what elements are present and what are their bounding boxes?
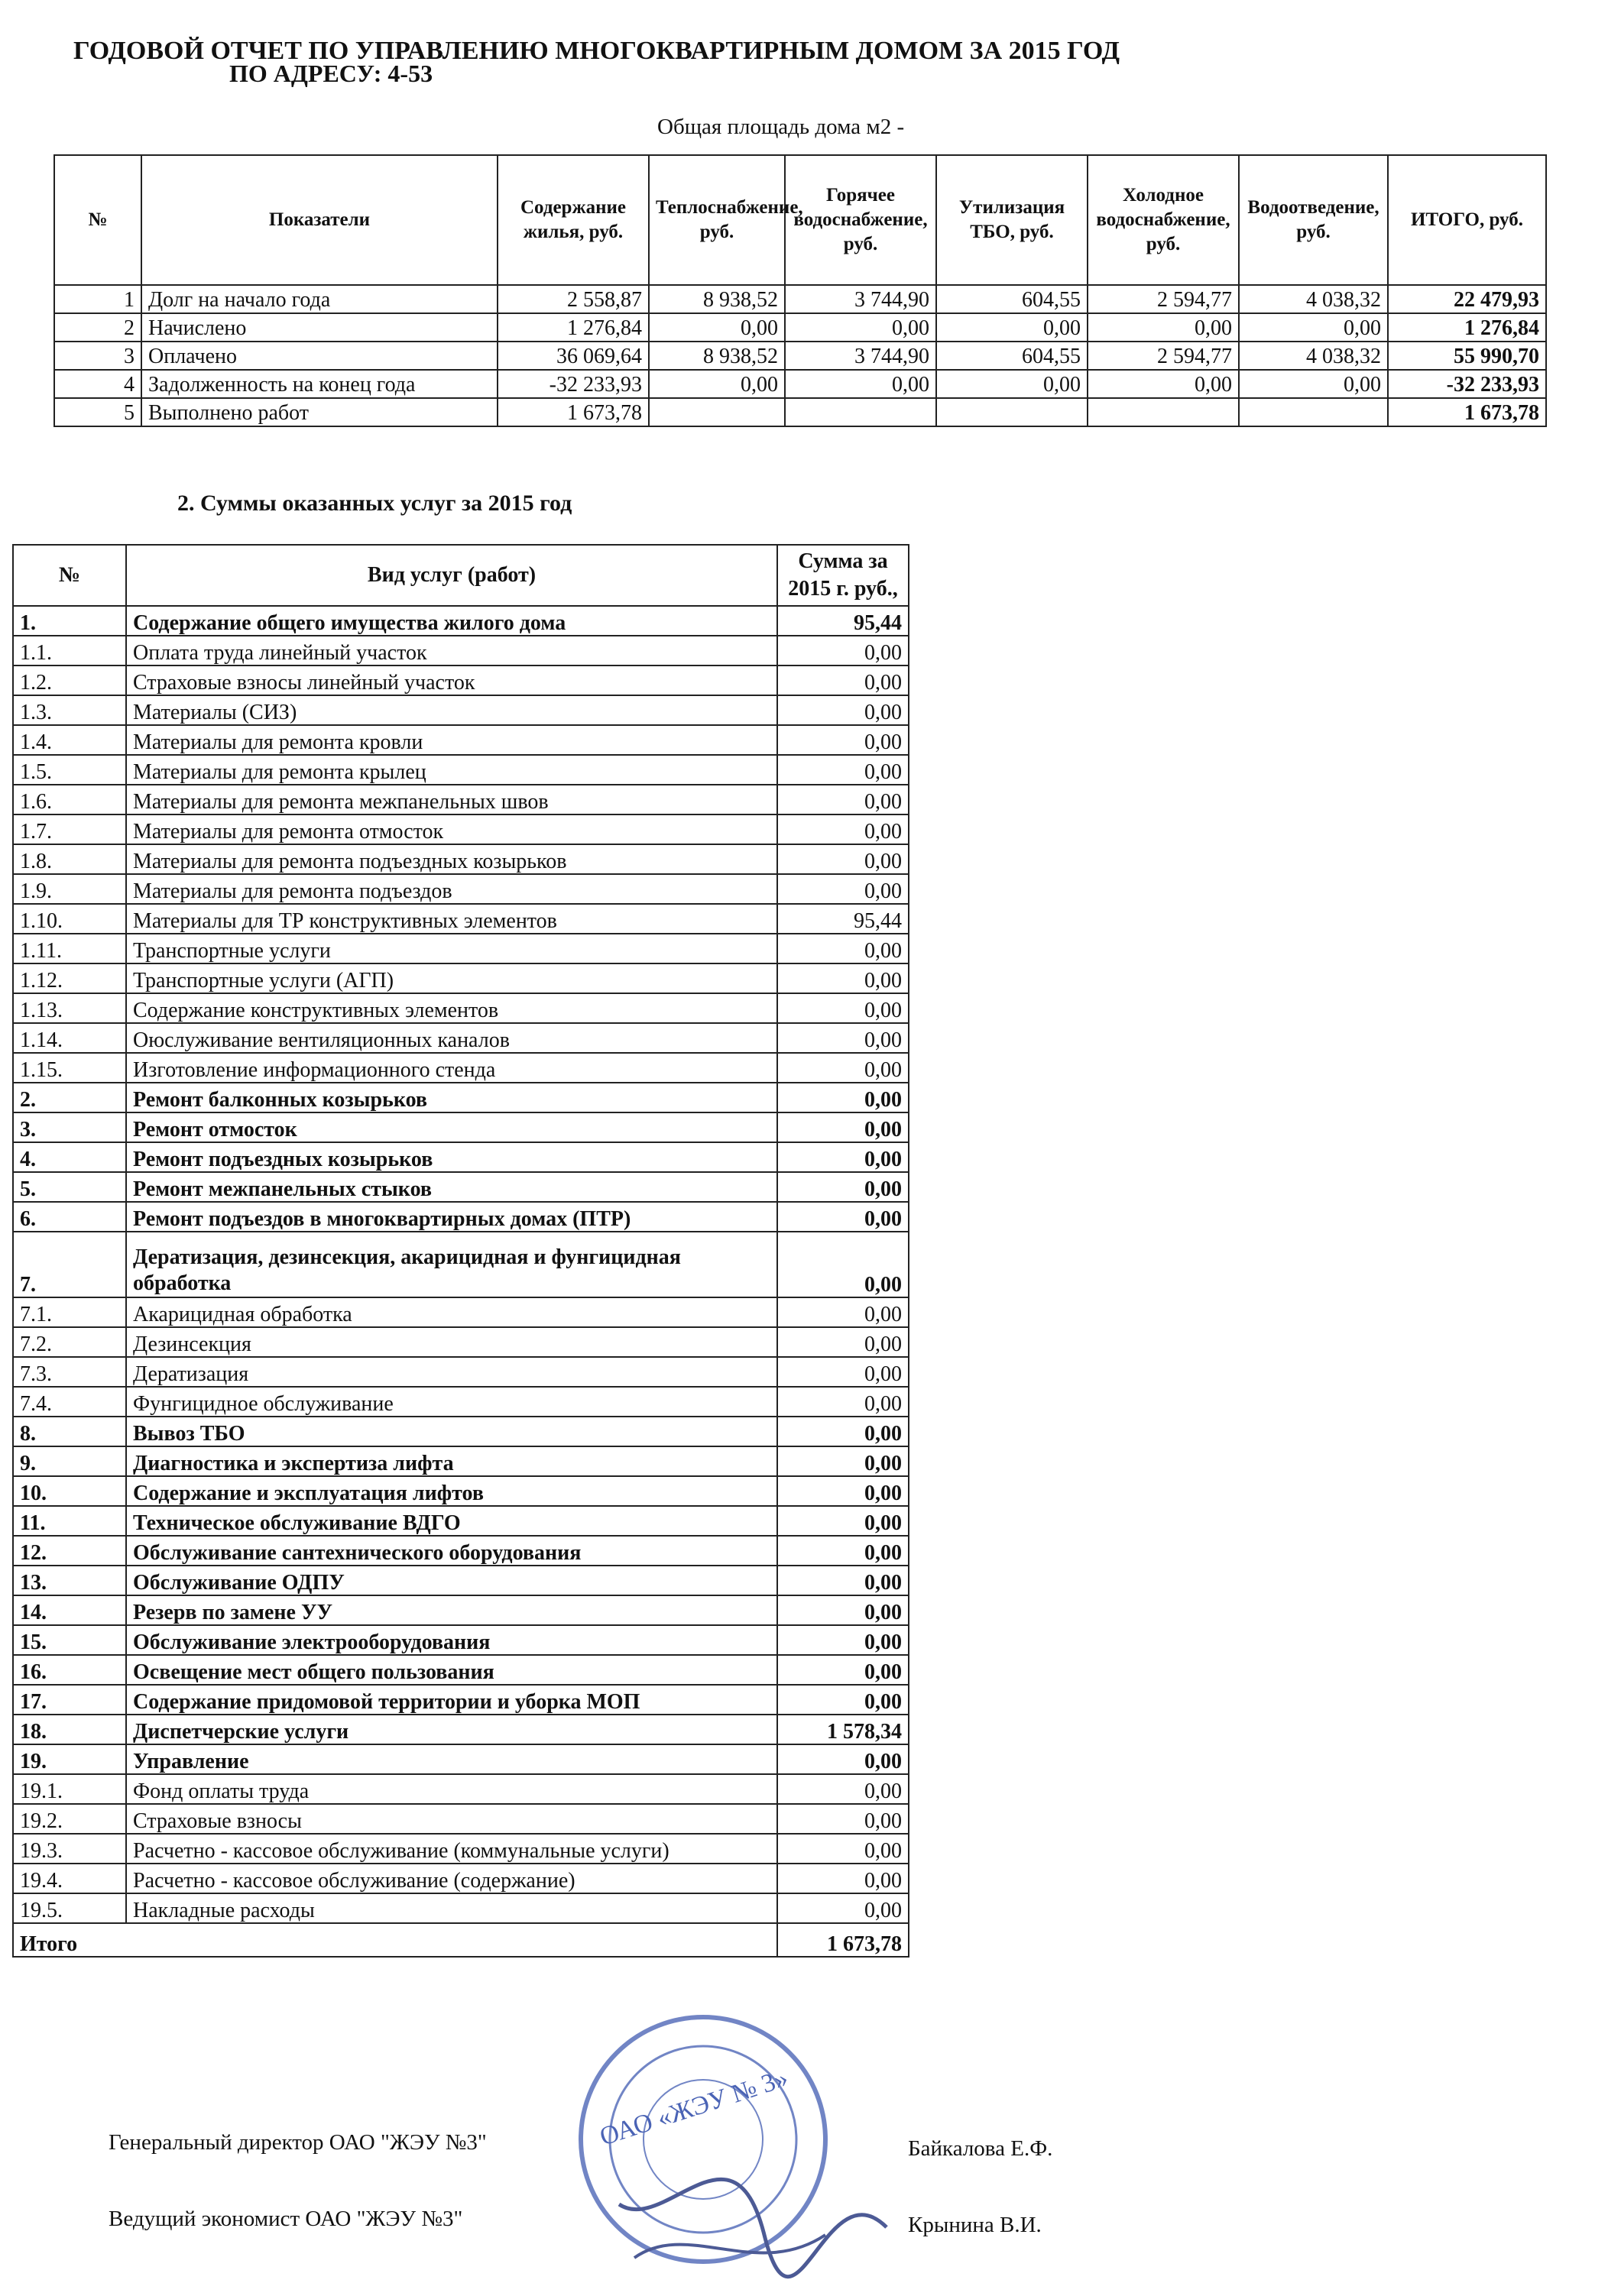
service-number: 13. (13, 1566, 126, 1595)
row-value: 1 673,78 (498, 398, 649, 426)
director-name: Байкалова Е.Ф. (908, 2136, 1053, 2161)
service-sum: 0,00 (777, 1536, 909, 1566)
service-row (13, 1595, 909, 1625)
service-sum: 0,00 (777, 844, 909, 874)
service-sum: 0,00 (777, 636, 909, 665)
service-label: Материалы для ТР конструктивных элементов (126, 904, 777, 934)
row-value: 2 558,87 (498, 285, 649, 313)
col-sewage: Водоотведение, руб. (1239, 155, 1388, 285)
service-number: 1.7. (13, 814, 126, 844)
service-sum: 95,44 (777, 904, 909, 934)
service-row (13, 934, 909, 963)
service-number: 8. (13, 1417, 126, 1446)
service-sum: 0,00 (777, 1476, 909, 1506)
service-number: 14. (13, 1595, 126, 1625)
service-label: Материалы (СИЗ) (126, 695, 777, 725)
service-label: Оплата труда линейный участок (126, 636, 777, 665)
service-number: 1.8. (13, 844, 126, 874)
row-value: -32 233,93 (498, 370, 649, 398)
row-number: 2 (54, 313, 141, 342)
service-label: Дезинсекция (126, 1327, 777, 1357)
service-label: Дератизация, дезинсекция, акарицидная и фунгицидная обработка (126, 1232, 777, 1297)
service-label: Диспетчерские услуги (126, 1715, 777, 1744)
service-label: Диагностика и экспертиза лифта (126, 1446, 777, 1476)
service-label: Техническое обслуживание ВДГО (126, 1506, 777, 1536)
service-sum: 0,00 (777, 934, 909, 963)
service-number: 11. (13, 1506, 126, 1536)
service-sum: 0,00 (777, 755, 909, 785)
service-row (13, 1506, 909, 1536)
col-number: № (54, 155, 141, 285)
service-sum: 0,00 (777, 1053, 909, 1083)
service-label: Материалы для ремонта кровли (126, 725, 777, 755)
service-sum: 0,00 (777, 1297, 909, 1327)
row-number: 1 (54, 285, 141, 313)
service-label: Материалы для ремонта подъездов (126, 874, 777, 904)
service-row (13, 1387, 909, 1417)
service-row (13, 993, 909, 1023)
service-row (13, 844, 909, 874)
row-value: 8 938,52 (649, 342, 785, 370)
service-row (13, 1083, 909, 1112)
service-sum: 0,00 (777, 1804, 909, 1834)
service-label: Материалы для ремонта подъездных козырьков (126, 844, 777, 874)
services-header-row (13, 545, 909, 606)
economist-title: Ведущий экономист ОАО "ЖЭУ №3" (109, 2207, 463, 2231)
service-row (13, 606, 909, 636)
service-row (13, 1202, 909, 1232)
summary-header-row (54, 155, 1546, 285)
service-label: Содержание придомовой территории и уборка МОП (126, 1685, 777, 1715)
service-row (13, 1232, 909, 1297)
service-sum: 0,00 (777, 1625, 909, 1655)
service-label: Содержание и эксплуатация лифтов (126, 1476, 777, 1506)
service-label: Расчетно - кассовое обслуживание (содержание) (126, 1864, 777, 1893)
service-number: 1.1. (13, 636, 126, 665)
service-row (13, 695, 909, 725)
col-housing: Содержание жилья, руб. (498, 155, 649, 285)
row-value: 1 276,84 (1388, 313, 1546, 342)
row-value (936, 398, 1088, 426)
service-label: Ремонт подъездных козырьков (126, 1142, 777, 1172)
service-number: 1.10. (13, 904, 126, 934)
row-value: 22 479,93 (1388, 285, 1546, 313)
service-row (13, 1834, 909, 1864)
col-service-number: № (13, 545, 126, 606)
service-number: 1.13. (13, 993, 126, 1023)
col-hot-water: Горячее водоснабжение, руб. (785, 155, 936, 285)
service-number: 17. (13, 1685, 126, 1715)
service-number: 1.9. (13, 874, 126, 904)
service-number: 19.4. (13, 1864, 126, 1893)
service-number: 19. (13, 1744, 126, 1774)
service-label: Фонд оплаты труда (126, 1774, 777, 1804)
service-label: Вывоз ТБО (126, 1417, 777, 1446)
row-value: 2 594,77 (1088, 342, 1239, 370)
service-sum: 0,00 (777, 1083, 909, 1112)
service-number: 16. (13, 1655, 126, 1685)
service-sum: 0,00 (777, 1595, 909, 1625)
col-indicator: Показатели (141, 155, 498, 285)
service-label: Обслуживание сантехнического оборудования (126, 1536, 777, 1566)
service-label: Расчетно - кассовое обслуживание (коммунальные услуги) (126, 1834, 777, 1864)
row-number: 5 (54, 398, 141, 426)
row-value: 3 744,90 (785, 285, 936, 313)
service-row (13, 755, 909, 785)
row-value: 8 938,52 (649, 285, 785, 313)
row-value (1239, 398, 1388, 426)
row-indicator: Выполнено работ (141, 398, 498, 426)
row-value: 1 673,78 (1388, 398, 1546, 426)
service-number: 7.2. (13, 1327, 126, 1357)
service-sum: 0,00 (777, 1023, 909, 1053)
service-row (13, 1476, 909, 1506)
summary-row (54, 398, 1546, 426)
service-label: Управление (126, 1744, 777, 1774)
service-row (13, 1774, 909, 1804)
service-row (13, 1566, 909, 1595)
service-label: Акарицидная обработка (126, 1297, 777, 1327)
service-sum: 0,00 (777, 993, 909, 1023)
service-number: 15. (13, 1625, 126, 1655)
service-row (13, 1112, 909, 1142)
service-row (13, 1297, 909, 1327)
service-number: 19.2. (13, 1804, 126, 1834)
service-label: Изготовление информационного стенда (126, 1053, 777, 1083)
row-value (1088, 398, 1239, 426)
row-value: 3 744,90 (785, 342, 936, 370)
service-number: 12. (13, 1536, 126, 1566)
col-service-sum: Сумма за 2015 г. руб., (777, 545, 909, 606)
row-value: 0,00 (1088, 313, 1239, 342)
service-sum: 0,00 (777, 963, 909, 993)
service-number: 1.15. (13, 1053, 126, 1083)
summary-row (54, 313, 1546, 342)
col-waste: Утилизация ТБО, руб. (936, 155, 1088, 285)
service-label: Ремонт отмосток (126, 1112, 777, 1142)
col-cold-water: Холодное водоснабжение, руб. (1088, 155, 1239, 285)
service-row (13, 1327, 909, 1357)
total-label: Итого (13, 1923, 777, 1957)
service-number: 1.12. (13, 963, 126, 993)
service-number: 7. (13, 1232, 126, 1297)
row-indicator: Задолженность на конец года (141, 370, 498, 398)
service-sum: 0,00 (777, 725, 909, 755)
service-row (13, 785, 909, 814)
service-row (13, 1625, 909, 1655)
report-address: ПО АДРЕСУ: 4-53 (229, 60, 433, 87)
service-row (13, 1715, 909, 1744)
service-label: Ремонт подъездов в многоквартирных домах (ПТР) (126, 1202, 777, 1232)
row-indicator: Оплачено (141, 342, 498, 370)
row-value (649, 398, 785, 426)
service-number: 6. (13, 1202, 126, 1232)
service-row (13, 1023, 909, 1053)
row-value: 0,00 (1239, 370, 1388, 398)
row-value: 0,00 (785, 370, 936, 398)
service-number: 7.1. (13, 1297, 126, 1327)
service-sum: 0,00 (777, 695, 909, 725)
row-value: 4 038,32 (1239, 342, 1388, 370)
service-sum: 0,00 (777, 1893, 909, 1923)
service-number: 1.2. (13, 665, 126, 695)
service-label: Транспортные услуги (АГП) (126, 963, 777, 993)
service-sum: 0,00 (777, 1446, 909, 1476)
service-row (13, 1417, 909, 1446)
service-sum: 0,00 (777, 665, 909, 695)
service-label: Материалы для ремонта отмосток (126, 814, 777, 844)
company-stamp (504, 2006, 902, 2296)
service-label: Материалы для ремонта межпанельных швов (126, 785, 777, 814)
row-value: 55 990,70 (1388, 342, 1546, 370)
service-row (13, 904, 909, 934)
row-number: 3 (54, 342, 141, 370)
service-number: 1.4. (13, 725, 126, 755)
service-sum: 0,00 (777, 1774, 909, 1804)
row-value: 604,55 (936, 285, 1088, 313)
row-value: 0,00 (936, 370, 1088, 398)
service-label: Ремонт балконных козырьков (126, 1083, 777, 1112)
service-label: Оюслуживание вентиляционных каналов (126, 1023, 777, 1053)
service-label: Страховые взносы (126, 1804, 777, 1834)
service-sum: 0,00 (777, 1744, 909, 1774)
services-table (12, 544, 909, 1958)
service-label: Транспортные услуги (126, 934, 777, 963)
report-title: ГОДОВОЙ ОТЧЕТ ПО УПРАВЛЕНИЮ МНОГОКВАРТИРНЫМ ДОМОМ ЗА 2015 ГОД (73, 37, 1120, 65)
row-value: 0,00 (649, 370, 785, 398)
service-number: 5. (13, 1172, 126, 1202)
col-total: ИТОГО, руб. (1388, 155, 1546, 285)
economist-name: Крынина В.И. (908, 2213, 1042, 2237)
service-number: 1.3. (13, 695, 126, 725)
row-value: 0,00 (1239, 313, 1388, 342)
service-sum: 0,00 (777, 1202, 909, 1232)
service-sum: 0,00 (777, 1387, 909, 1417)
service-number: 1.11. (13, 934, 126, 963)
service-sum: 0,00 (777, 1685, 909, 1715)
service-number: 1.6. (13, 785, 126, 814)
total-sum: 1 673,78 (777, 1923, 909, 1957)
service-number: 19.5. (13, 1893, 126, 1923)
services-total-row (13, 1923, 909, 1957)
service-label: Содержание конструктивных элементов (126, 993, 777, 1023)
row-value: 0,00 (785, 313, 936, 342)
service-sum: 0,00 (777, 1232, 909, 1297)
service-sum: 0,00 (777, 1327, 909, 1357)
service-sum: 1 578,34 (777, 1715, 909, 1744)
service-label: Страховые взносы линейный участок (126, 665, 777, 695)
service-sum: 0,00 (777, 1172, 909, 1202)
service-sum: 0,00 (777, 874, 909, 904)
service-row (13, 1893, 909, 1923)
service-sum: 0,00 (777, 1506, 909, 1536)
col-service-type: Вид услуг (работ) (126, 545, 777, 606)
service-number: 19.3. (13, 1834, 126, 1864)
row-value: 0,00 (649, 313, 785, 342)
summary-table (53, 154, 1547, 427)
stamp-center-text: ОАО «ЖЭУ № 3» (596, 2064, 792, 2152)
service-label: Освещение мест общего пользования (126, 1655, 777, 1685)
service-label: Дератизация (126, 1357, 777, 1387)
service-label: Материалы для ремонта крылец (126, 755, 777, 785)
service-sum: 0,00 (777, 1655, 909, 1685)
service-row (13, 1804, 909, 1834)
service-sum: 0,00 (777, 1566, 909, 1595)
service-sum: 0,00 (777, 1112, 909, 1142)
service-number: 1. (13, 606, 126, 636)
row-value: 604,55 (936, 342, 1088, 370)
service-number: 19.1. (13, 1774, 126, 1804)
service-number: 1.5. (13, 755, 126, 785)
service-number: 2. (13, 1083, 126, 1112)
service-sum: 0,00 (777, 814, 909, 844)
service-row (13, 1685, 909, 1715)
row-indicator: Начислено (141, 313, 498, 342)
service-sum: 0,00 (777, 1142, 909, 1172)
summary-row (54, 342, 1546, 370)
service-number: 9. (13, 1446, 126, 1476)
service-number: 3. (13, 1112, 126, 1142)
service-number: 1.14. (13, 1023, 126, 1053)
service-row (13, 636, 909, 665)
director-title: Генеральный директор ОАО "ЖЭУ №3" (109, 2130, 487, 2155)
service-row (13, 874, 909, 904)
service-label: Содержание общего имущества жилого дома (126, 606, 777, 636)
row-value: 0,00 (1088, 370, 1239, 398)
service-number: 4. (13, 1142, 126, 1172)
section2-title: 2. Суммы оказанных услуг за 2015 год (177, 491, 572, 516)
service-row (13, 1655, 909, 1685)
summary-row (54, 285, 1546, 313)
service-row (13, 1446, 909, 1476)
service-row (13, 1357, 909, 1387)
service-sum: 0,00 (777, 1864, 909, 1893)
service-label: Фунгицидное обслуживание (126, 1387, 777, 1417)
service-label: Обслуживание ОДПУ (126, 1566, 777, 1595)
service-row (13, 1744, 909, 1774)
service-label: Резерв по замене УУ (126, 1595, 777, 1625)
service-row (13, 725, 909, 755)
service-number: 7.4. (13, 1387, 126, 1417)
row-value (785, 398, 936, 426)
service-row (13, 1142, 909, 1172)
service-row (13, 665, 909, 695)
summary-row (54, 370, 1546, 398)
service-label: Ремонт межпанельных стыков (126, 1172, 777, 1202)
row-indicator: Долг на начало года (141, 285, 498, 313)
row-number: 4 (54, 370, 141, 398)
service-label: Накладные расходы (126, 1893, 777, 1923)
service-sum: 0,00 (777, 1834, 909, 1864)
service-row (13, 963, 909, 993)
service-sum: 0,00 (777, 1417, 909, 1446)
row-value: 1 276,84 (498, 313, 649, 342)
service-number: 10. (13, 1476, 126, 1506)
service-sum: 95,44 (777, 606, 909, 636)
service-row (13, 1864, 909, 1893)
service-label: Обслуживание электрооборудования (126, 1625, 777, 1655)
service-sum: 0,00 (777, 1357, 909, 1387)
row-value: 2 594,77 (1088, 285, 1239, 313)
row-value: 36 069,64 (498, 342, 649, 370)
service-row (13, 1536, 909, 1566)
service-number: 18. (13, 1715, 126, 1744)
row-value: 4 038,32 (1239, 285, 1388, 313)
house-area-label: Общая площадь дома м2 - (657, 115, 905, 139)
service-row (13, 1172, 909, 1202)
col-heating: Теплоснабжение, руб. (649, 155, 785, 285)
service-row (13, 814, 909, 844)
row-value: -32 233,93 (1388, 370, 1546, 398)
row-value: 0,00 (936, 313, 1088, 342)
service-sum: 0,00 (777, 785, 909, 814)
service-number: 7.3. (13, 1357, 126, 1387)
service-row (13, 1053, 909, 1083)
